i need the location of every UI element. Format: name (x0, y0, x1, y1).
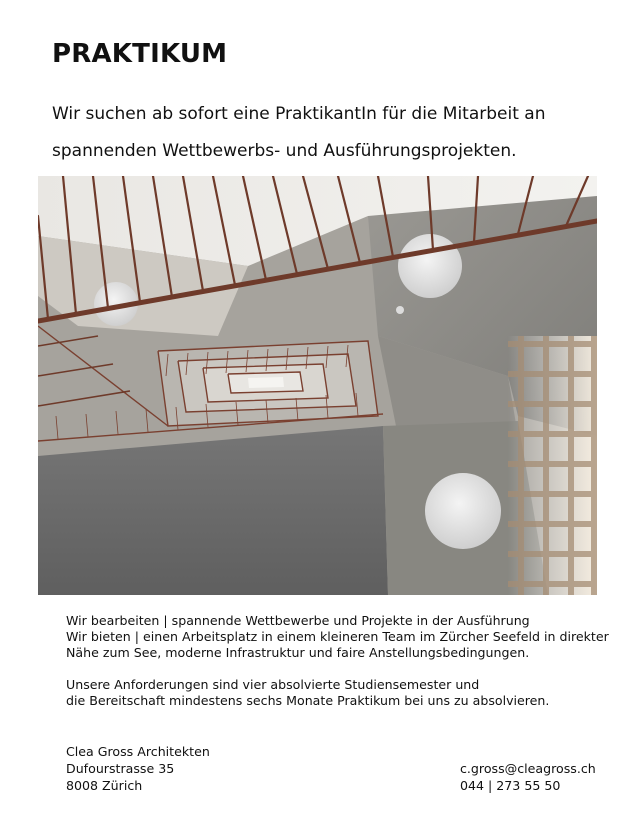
page-title: PRAKTIKUM (52, 39, 228, 69)
phone-number: 044 | 273 55 50 (460, 778, 561, 793)
body-line: die Bereitschaft mindestens sechs Monate Praktikum bei uns zu absolvieren. (66, 693, 550, 708)
paragraph-gap (66, 661, 606, 677)
street-address: Dufourstrasse 35 (66, 761, 175, 776)
body-line: Wir bieten | einen Arbeitsplatz in einem kleineren Team im Zürcher Seefeld in direkter (66, 629, 609, 644)
offer-text (66, 613, 609, 709)
stairwell-photo (38, 176, 597, 595)
body-line: Wir bearbeiten | spannende Wettbewerbe und Projekte in der Ausführung (66, 613, 530, 628)
body-line: Nähe zum See, moderne Infrastruktur und faire Anstellungsbedingungen. (66, 645, 530, 660)
intro-line: Wir suchen ab sofort eine PraktikantIn für die Mitarbeit an (52, 104, 546, 124)
body-line: Unsere Anforderungen sind vier absolvierte Studiensemester und (66, 677, 480, 692)
company-name: Clea Gross Architekten (66, 744, 210, 759)
city-address: 8008 Zürich (66, 778, 143, 793)
email-link[interactable]: c.gross@cleagross.ch (460, 761, 596, 776)
contact-block (460, 760, 596, 794)
address-block (66, 743, 210, 794)
intro-text (52, 96, 612, 170)
intro-line: spannenden Wettbewerbs- und Ausführungsprojekten. (52, 141, 517, 161)
